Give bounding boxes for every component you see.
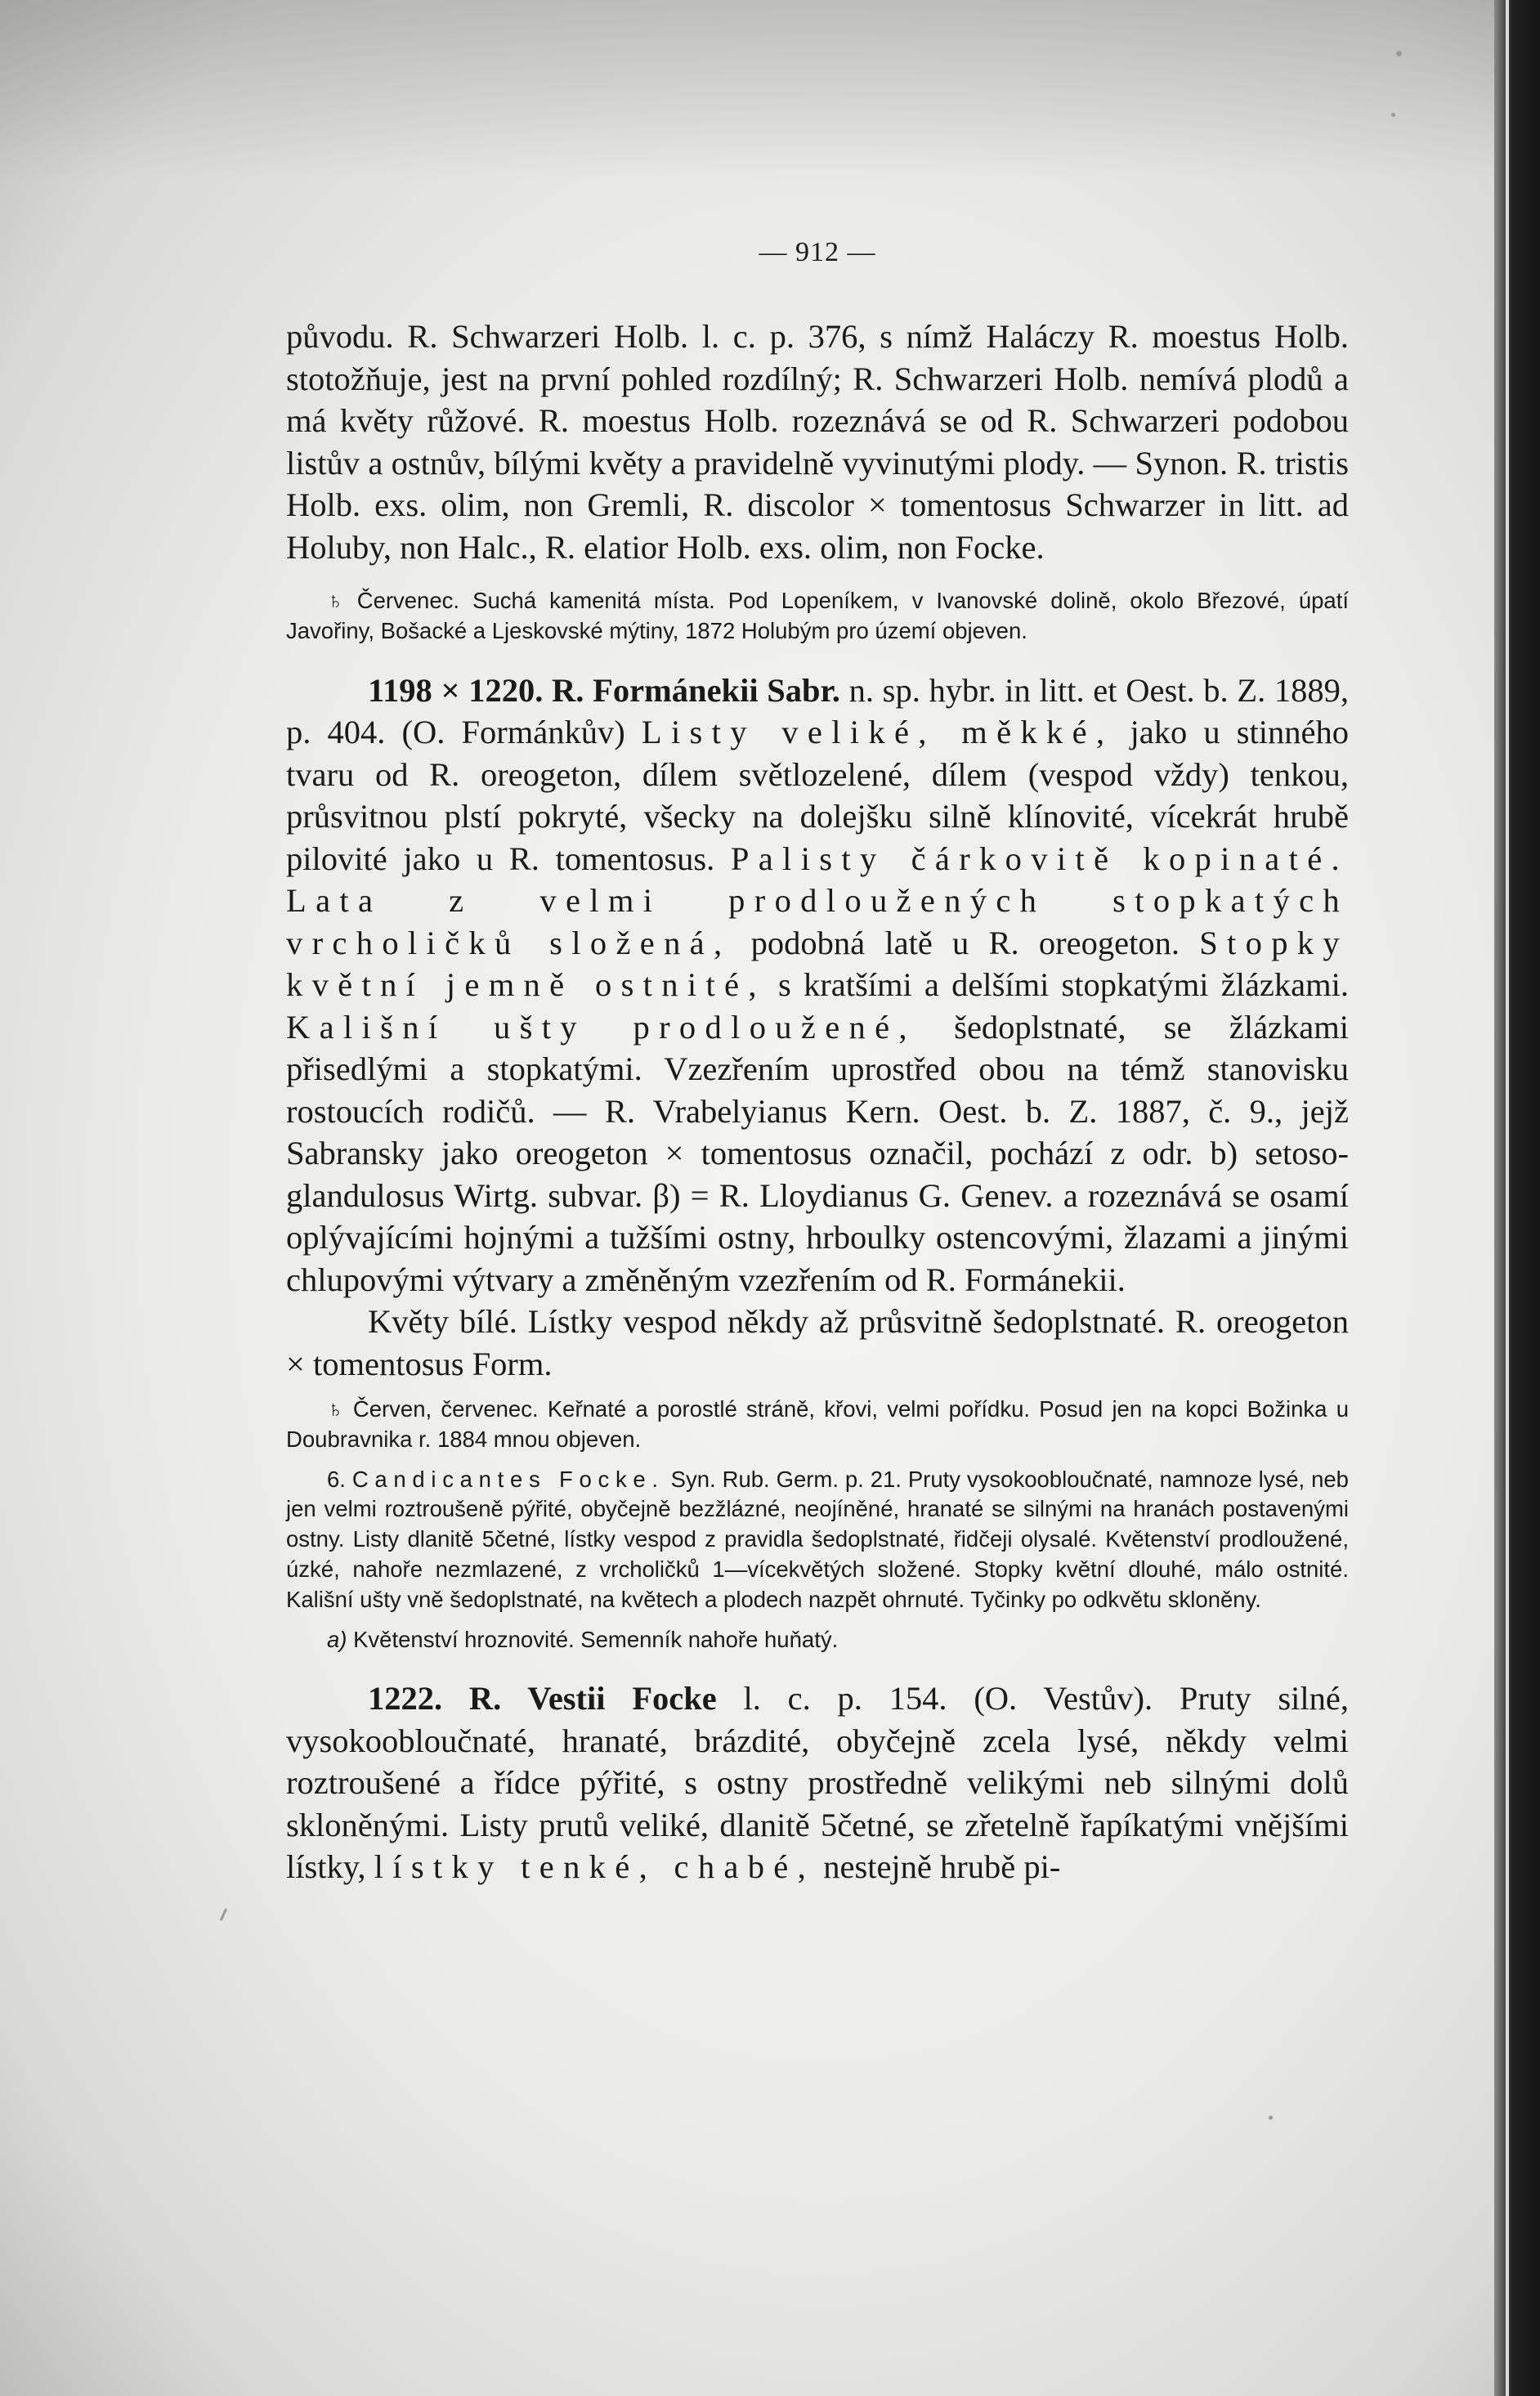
entry-number: 1198 × 1220. — [368, 671, 544, 709]
spaced-emphasis: Kališní ušty prodloužené, — [286, 1008, 916, 1046]
entry-text: l. c. p. 154. (O. Vestův). Pruty silné, vysokoobloučnaté, hranaté, brázdité, obyčejně zcela lysé, někdy velmi roztroušené a řídce pýřité, s ostny prostředně velikými neb silnými dolů skloněnými. Listy prutů veliké, dlanitě 5četné, se zřetelně řapíkatými vnějšími lístky, — [286, 1680, 1349, 1886]
subsection-label: a) — [327, 1626, 347, 1652]
paragraph-origin: původu. R. Schwarzeri Holb. l. c. p. 376, s nímž Haláczy R. moestus Holb. stotožňuje, jest na první pohled rozdílný; R. Schwarzeri Holb. nemívá plodů a má květy růžové. R. moestus Holb. rozeznává se od R. Schwarzeri podobou listův a ostnův, bílými květy a pravidelně vyvinutými plody. — Synon. R. tristis Holb. exs. olim, non Gremli, R. discolor × tomentosus Schwarzer in litt. ad Holuby, non Halc., R. elatior Holb. exs. olim, non Focke. — [286, 318, 1349, 566]
entry-number: 1222. — [368, 1680, 443, 1718]
spaced-emphasis: lístky tenké, chabé, — [374, 1848, 816, 1886]
note-habitat-2: ♄ Červen, červenec. Keřnaté a porostlé stráně, křovi, velmi pořídku. Posud jen na kopci Božinka u Doubravnika r. 1884 mnou objeven. — [286, 1396, 1349, 1452]
species-name: R. Formánekii Sabr. — [552, 671, 840, 709]
speck — [1269, 2116, 1273, 2120]
entry-text: s kratšími a delšími stopkatými žlázkami. — [765, 966, 1349, 1004]
spaced-emphasis: Lata z velmi prodloužených stopkatých vrcholičků složená, — [286, 882, 1349, 961]
section-title: Candicantes Focke. — [351, 1466, 665, 1492]
subsection-a — [286, 1625, 1349, 1655]
entry-text: jako u stinného tvaru od R. oreogeton, dílem světlozelené, dílem (vespod vždy) tenkou, průsvitnou plstí pokryté, všecky na dolejšku silně klínovité, vícekrát hrubě pilovité jako u R. tomentosus. — [286, 714, 1349, 877]
entry-1198 — [286, 670, 1349, 1301]
spaced-emphasis: Palisty čárkovitě kopinaté. — [730, 840, 1349, 877]
entry-1222 — [286, 1677, 1349, 1888]
subsection-text: Květenství hroznovité. Semenník nahoře huňatý. — [347, 1626, 839, 1652]
spaced-emphasis: Stopky květní jemně ostnité, — [286, 924, 1350, 1004]
entry-text: podobná latě u R. oreogeton. — [731, 924, 1200, 961]
speck — [1391, 113, 1395, 117]
speck — [1396, 51, 1402, 56]
note-habitat-1: ♄ Červenec. Suchá kamenitá místa. Pod Lopeníkem, v Ivanovské dolině, okolo Březové, úpatí Javořiny, Bošacké a Ljeskovské mýtiny, 1872 Holubým pro území objeven. — [286, 588, 1349, 643]
spaced-emphasis: Listy veliké, měkké, — [641, 714, 1114, 751]
page-edge-line — [1506, 0, 1509, 2396]
section-text: Syn. Rub. Germ. p. 21. Pruty vysokoobloučnaté, namnoze lysé, neb jen velmi roztroušeně pýřité, obyčejně bezžlázné, neojíněné, hranaté se silnými na hranách postavenými ostny. Listy dlanitě 5četné, lístky vespod z pravidla šedoplstnaté, řidčeji olysalé. Květenství prodloužené, úzké, nahoře nezmlazené, z vrcholičků 1—vícekvětých složené. Stopky květní dlouhé, málo ostnité. Kališní ušty vně šedoplstnaté, na květech a plodech nazpět ohrnuté. Tyčinky po odkvětu skloněny. — [286, 1466, 1349, 1612]
book-page — [286, 237, 1349, 1888]
section-number: 6. — [327, 1466, 352, 1492]
species-name: R. Vestii Focke — [468, 1680, 717, 1718]
entry-text: šedoplstnaté, se žlázkami přisedlými a stopkatými. Vzezřením uprostřed obou na témž stanovisku rostoucích rodičů. — R. Vrabelyianus Kern. Oest. b. Z. 1887, č. 9., jejž Sabransky jako oreogeton × tomentosus označil, pochází z odr. b) setoso-glandulosus Wirtg. subvar. β) = R. Lloydianus G. Genev. a rozeznává se osamí oplývajícími hojnými a tužšími ostny, hrboulky ostencovými, žlazami a jinými chlupovými výtvary a změněným vzezřením od R. Formánekii. — [286, 1008, 1349, 1298]
book-gutter-shadow — [1494, 0, 1540, 2396]
page-number: — 912 — — [759, 237, 876, 267]
entry-text: n. sp. hybr. in litt. et Oest. b. Z. 1889, p. 404. (O. Formánkův) — [286, 671, 1349, 751]
entry-text: nestejně hrubě pi- — [815, 1848, 1061, 1886]
section-candicantes — [286, 1465, 1349, 1615]
paragraph-flowers: Květy bílé. Lístky vespod někdy až průsvitně šedoplstnaté. R. oreogeton × tomentosus Form. — [286, 1303, 1349, 1382]
